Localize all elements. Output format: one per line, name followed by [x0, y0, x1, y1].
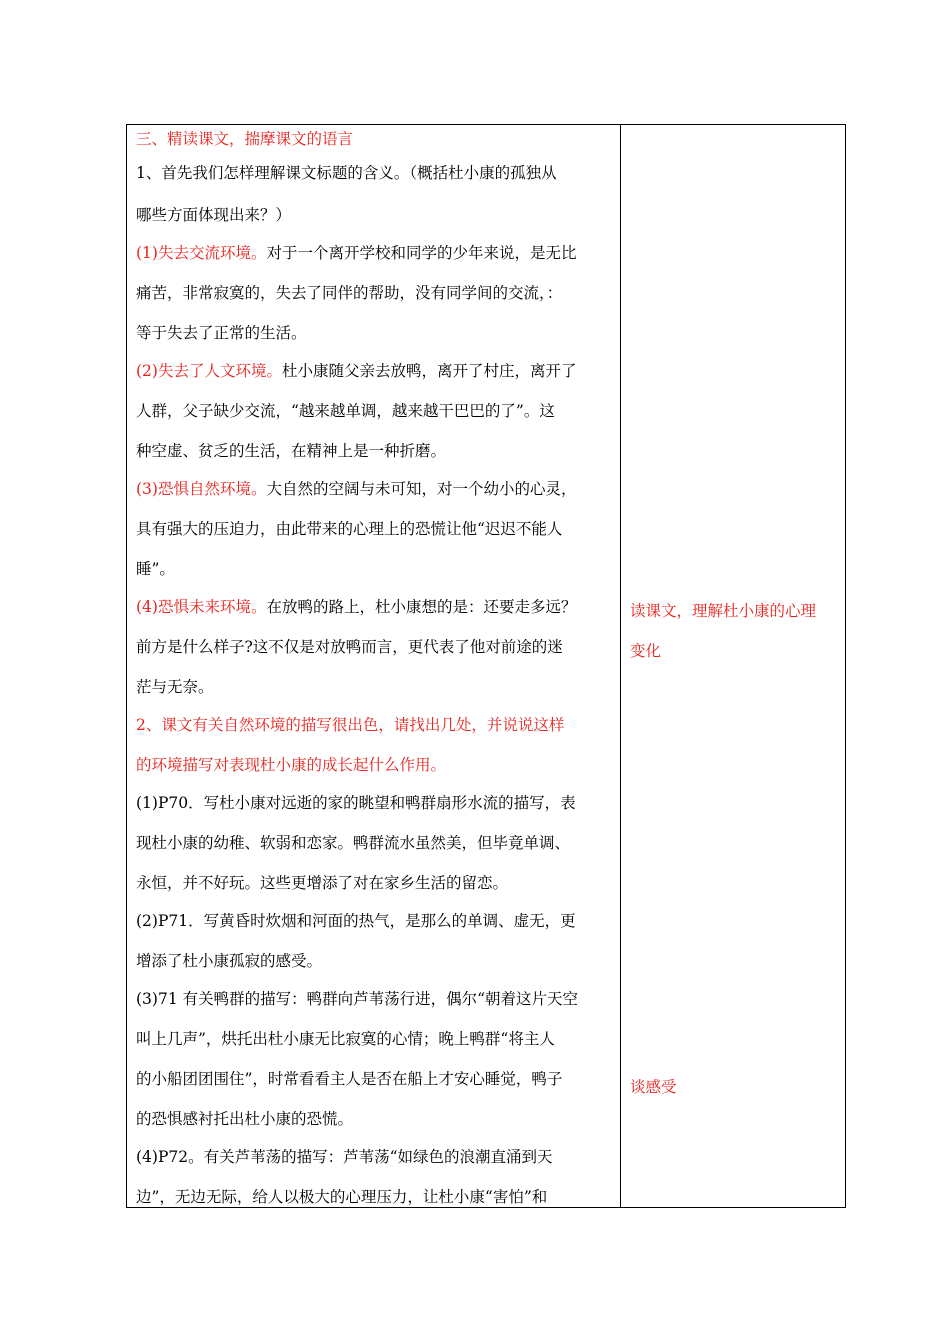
question-1-line-2: 哪些方面体现出来？） [136, 206, 292, 224]
answer-4-line-2: 边”，无边无际，给人以极大的心理压力，让杜小康“害怕”和 [136, 1188, 548, 1205]
answer-3-line-2: 叫上几声”，烘托出杜小康无比寂寞的心情；晚上鸭群“将主人 [136, 1030, 555, 1048]
activity-note-2: 谈感受 [630, 1078, 677, 1096]
question-2-line-2: 的环境描写对表现杜小康的成长起什么作用。 [136, 756, 447, 774]
activity-note-1-line-2: 变化 [630, 642, 662, 660]
answer-3-line-3: 的小船团团围住”，时常看看主人是否在船上才安心睡觉，鸭子 [136, 1070, 563, 1088]
point-4-label: (4)恐惧未来环境。 [136, 598, 267, 616]
point-2-label: (2)失去了人文环境。 [136, 362, 282, 380]
question-1-line-1: 1、首先我们怎样理解课文标题的含义。（概括杜小康的孤独从 [136, 164, 557, 182]
point-2-line-2: 人群，父子缺少交流，“越来越单调，越来越干巴巴的了”。这 [136, 402, 555, 420]
column-divider [620, 125, 621, 1207]
answer-3-line-4: 的恐惧感衬托出杜小康的恐慌。 [136, 1110, 354, 1128]
question-2-line-1: 2、课文有关自然环境的描写很出色，请找出几处，并说说这样 [136, 716, 565, 734]
point-1-text: 对于一个离开学校和同学的少年来说，是无比 [266, 244, 577, 262]
point-4-line-3: 茫与无奈。 [136, 678, 214, 696]
point-3-line-2: 具有强大的压迫力，由此带来的心理上的恐慌让他“迟迟不能人 [136, 520, 563, 538]
answer-2-line-2: 增添了杜小康孤寂的感受。 [136, 952, 323, 970]
point-2-line-1 [136, 361, 576, 381]
point-3-line-3: 睡”。 [136, 560, 175, 578]
point-3-label: (3)恐惧自然环境。 [136, 480, 267, 498]
section-heading: 三、精读课文，揣摩课文的语言 [136, 130, 354, 148]
answer-1-line-2: 现杜小康的幼稚、软弱和恋家。鸭群流水虽然美，但毕竟单调、 [136, 834, 571, 852]
answer-3-line-1: (3)71 有关鸭群的描写：鸭群向芦苇荡行进，偶尔“朝着这片天空 [136, 990, 579, 1008]
point-4-line-2: 前方是什么样子?这不仅是对放鸭而言，更代表了他对前途的迷 [136, 638, 563, 656]
point-4-text: 在放鸭的路上，杜小康想的是：还要走多远？ [266, 598, 577, 616]
point-4-line-1 [136, 597, 576, 617]
answer-2-line-1: (2)P71．写黄昏时炊烟和河面的热气，是那么的单调、虚无，更 [136, 912, 576, 930]
point-1-label: (1)失去交流环境。 [136, 244, 267, 262]
lesson-plan-table [126, 124, 846, 1208]
point-2-text: 杜小康随父亲去放鸭，离开了村庄，离开了 [281, 362, 577, 380]
point-3-line-1 [136, 479, 576, 499]
activity-note-1-line-1: 读课文，理解杜小康的心理 [630, 602, 817, 620]
point-1-line-2: 痛苦，非常寂寞的，失去了同伴的帮助，没有同学间的交流，： [136, 284, 563, 302]
point-1-line-3: 等于失去了正常的生活。 [136, 324, 307, 342]
answer-1-line-1: (1)P70．写杜小康对远逝的家的眺望和鸭群扇形水流的描写，表 [136, 794, 576, 812]
point-1-line-1 [136, 243, 576, 263]
answer-4-line-1: (4)P72。有关芦苇荡的描写：芦苇荡“如绿色的浪潮直涌到天 [136, 1148, 553, 1166]
point-3-text: 大自然的空阔与未可知，对一个幼小的心灵， [266, 480, 577, 498]
point-2-line-3: 种空虚、贫乏的生活，在精神上是一种折磨。 [136, 442, 447, 460]
answer-1-line-3: 永恒，并不好玩。这些更增添了对在家乡生活的留恋。 [136, 874, 509, 892]
